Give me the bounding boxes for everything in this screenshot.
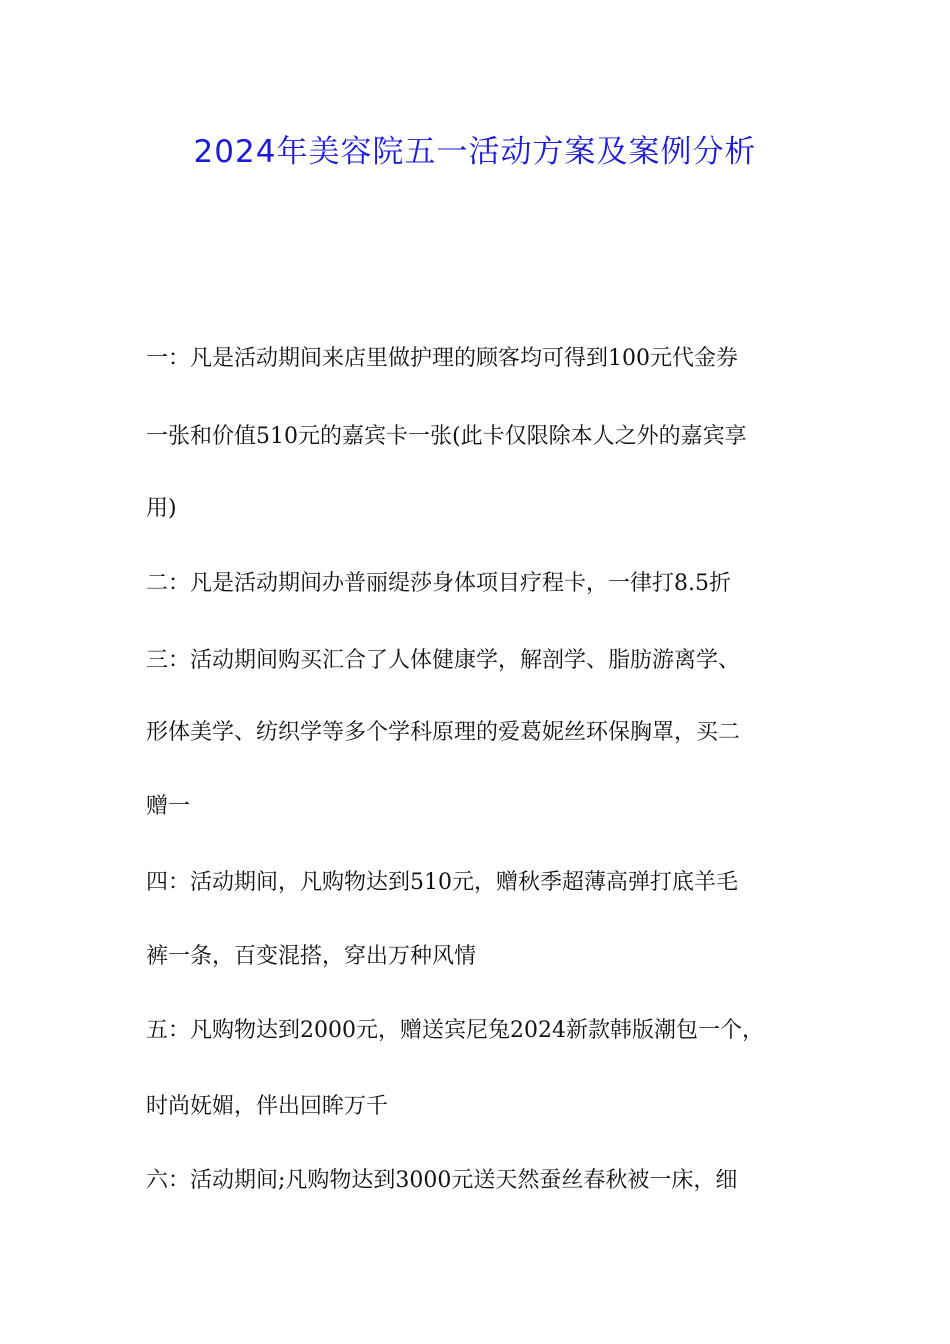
paragraph-line: 四：活动期间，凡购物达到510元，赠秋季超薄高弹打底羊毛	[146, 870, 738, 895]
paragraph-line: 形体美学、纺织学等多个学科原理的爱葛妮丝环保胸罩，买二	[146, 720, 741, 745]
document-title: 2024年美容院五一活动方案及案例分析	[193, 134, 757, 170]
paragraph-line: 赠一	[146, 794, 191, 819]
paragraph-line: 用)	[146, 496, 177, 521]
paragraph-line: 裤一条，百变混搭，穿出万种风情	[146, 944, 477, 969]
paragraph-line: 二：凡是活动期间办普丽缇莎身体项目疗程卡，一律打8.5折	[146, 571, 731, 596]
paragraph-line: 五：凡购物达到2000元，赠送宾尼兔2024新款韩版潮包一个，	[146, 1018, 764, 1043]
paragraph-line: 一张和价值510元的嘉宾卡一张(此卡仅限除本人之外的嘉宾享	[146, 424, 747, 449]
paragraph-line: 三：活动期间购买汇合了人体健康学，解剖学、脂肪游离学、	[146, 648, 741, 673]
paragraph-line: 六：活动期间;凡购物达到3000元送天然蚕丝春秋被一床，细	[146, 1168, 738, 1193]
paragraph-line: 一：凡是活动期间来店里做护理的顾客均可得到100元代金券	[146, 346, 738, 371]
paragraph-line: 时尚妩媚，伴出回眸万千	[146, 1094, 389, 1119]
